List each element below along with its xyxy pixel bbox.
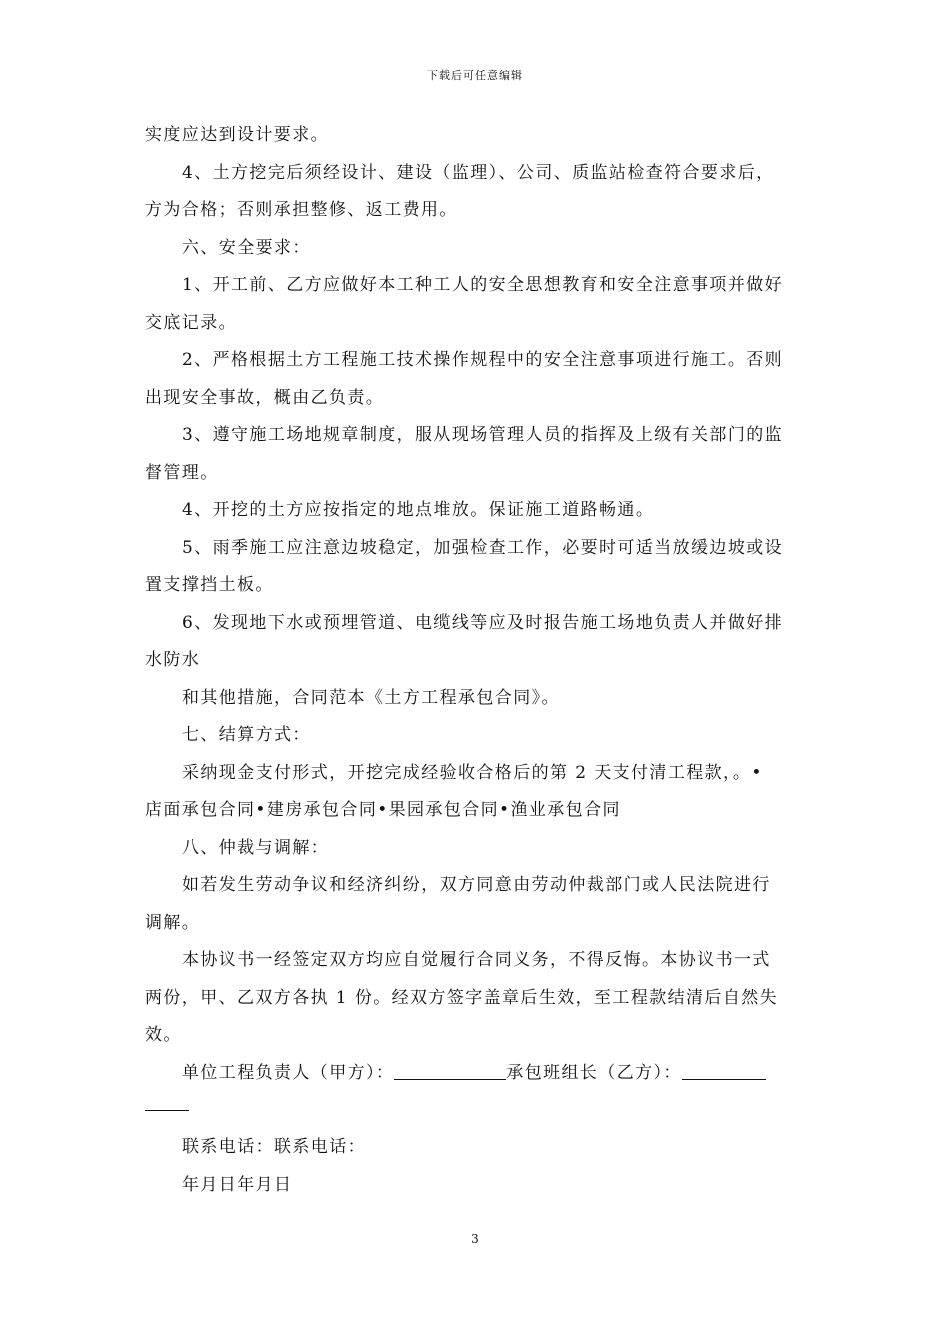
paragraph-line: 督管理。 bbox=[145, 462, 219, 483]
paragraph-line: 店面承包合同•建房承包合同•果园承包合同•渔业承包合同 bbox=[145, 800, 621, 820]
date-line: 年月日年月日 bbox=[182, 1174, 293, 1195]
party-a-label: 单位工程负责人（甲方）： bbox=[182, 1062, 395, 1083]
paragraph-line: 6、发现地下水或预埋管道、电缆线等应及时报告施工场地负责人并做好排 bbox=[182, 612, 784, 633]
document-body bbox=[145, 117, 807, 1204]
party-b-label: 承包班组长（乙方）： bbox=[506, 1062, 682, 1083]
paragraph-line: 如若发生劳动争议和经济纠纷，双方同意由劳动仲裁部门或人民法院进行 bbox=[182, 875, 771, 895]
paragraph-line: 出现安全事故，概由乙负责。 bbox=[145, 387, 385, 408]
page-header: 下载后可任意编辑 bbox=[427, 69, 523, 82]
paragraph-line: 两份，甲、乙双方各执 1 份。经双方签字盖章后生效，至工程款结清后自然失 bbox=[145, 987, 779, 1008]
paragraph-line: 5、雨季施工应注意边坡稳定，加强检查工作，必要时可适当放缓边坡或设 bbox=[182, 537, 784, 558]
section-heading: 八、仲裁与调解： bbox=[182, 837, 330, 858]
paragraph-line: 调解。 bbox=[145, 912, 201, 933]
paragraph-line: 1、开工前、乙方应做好本工种工人的安全思想教育和安全注意事项并做好 bbox=[182, 275, 784, 295]
paragraph-line: 3、遵守施工场地规章制度，服从现场管理人员的指挥及上级有关部门的监 bbox=[182, 425, 784, 445]
paragraph-line: 2、严格根据土方工程施工技术操作规程中的安全注意事项进行施工。否则 bbox=[182, 350, 784, 370]
party-a-blank bbox=[394, 1078, 506, 1080]
paragraph-line: 采纳现金支付形式，开挖完成经验收合格后的第 2 天支付清工程款，。• bbox=[182, 762, 763, 783]
paragraph-line: 置支撑挡土板。 bbox=[145, 575, 274, 595]
paragraph-line: 和其他措施，合同范本《土方工程承包合同》。 bbox=[182, 687, 560, 708]
paragraph-line: 方为合格；否则承担整修、返工费用。 bbox=[145, 200, 458, 220]
signature-blank-continuation bbox=[145, 1110, 189, 1111]
phone-line: 联系电话：联系电话： bbox=[182, 1137, 366, 1157]
paragraph-line: 交底记录。 bbox=[145, 312, 237, 333]
signature-line bbox=[145, 1055, 807, 1093]
paragraph-line: 4、开挖的土方应按指定的地点堆放。保证施工道路畅通。 bbox=[182, 500, 655, 520]
paragraph-line: 4、土方挖完后须经设计、建设（监理）、公司、质监站检查符合要求后， bbox=[182, 162, 775, 183]
section-heading: 六、安全要求： bbox=[182, 237, 311, 258]
paragraph-line: 实度应达到设计要求。 bbox=[145, 125, 329, 145]
page-number: 3 bbox=[471, 1232, 479, 1246]
party-b-blank bbox=[682, 1078, 766, 1080]
section-heading: 七、结算方式： bbox=[182, 725, 311, 745]
paragraph-line: 水防水 bbox=[145, 650, 201, 670]
paragraph-line: 本协议书一经签定双方均应自觉履行合同义务，不得反悔。本协议书一式 bbox=[182, 950, 771, 970]
paragraph-line: 效。 bbox=[145, 1025, 182, 1045]
